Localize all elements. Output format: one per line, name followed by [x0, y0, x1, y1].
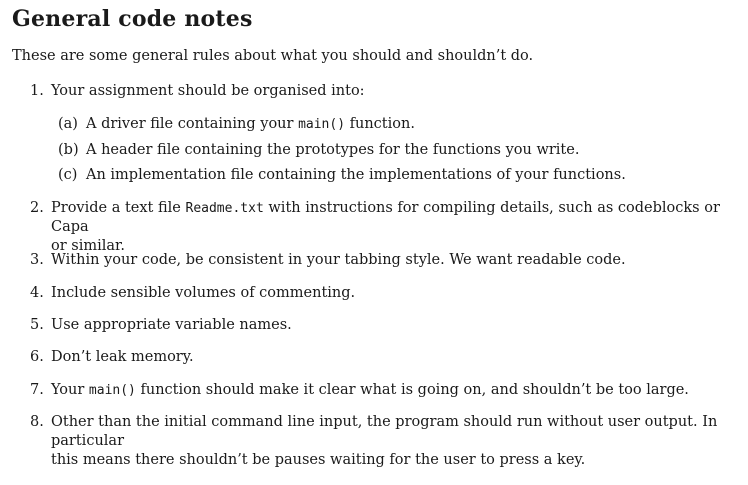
sub-item-number: (c): [58, 167, 78, 183]
item-text: Use appropriate variable names.: [51, 317, 292, 333]
sub-item-text: An implementation file containing the implementations of your functions.: [86, 167, 626, 183]
item-number: 6.: [30, 349, 44, 365]
item-text: Your main() function should make it clear what is going on, and shouldn’t be too large.: [51, 382, 689, 398]
item-text: Within your code, be consistent in your tabbing style. We want readable code.: [51, 252, 626, 268]
item-text: Provide a text file Readme.txt with instructions for compiling details, such as codeblocks or Capa or similar.: [51, 200, 720, 254]
item-number: 8.: [30, 414, 44, 430]
item-text: Other than the initial command line input, the program should run without user output. In particular this means there shouldn’t be pauses waiting for the user to press a key.: [51, 414, 718, 468]
item-number: 3.: [30, 252, 44, 268]
page-title: General code notes: [12, 6, 253, 32]
code-main: main(): [298, 117, 346, 132]
item-number: 2.: [30, 200, 44, 216]
item-number: 4.: [30, 285, 44, 301]
item-number: 7.: [30, 382, 44, 398]
sub-item-text: A header file containing the prototypes for the functions you write.: [86, 142, 580, 158]
sub-item-number: (b): [58, 142, 79, 158]
code-readme: Readme.txt: [185, 201, 264, 216]
item-text: Include sensible volumes of commenting.: [51, 285, 356, 301]
code-main: main(): [88, 383, 136, 398]
sub-item-text: A driver file containing your main() function.: [86, 116, 415, 132]
item-number: 1.: [30, 83, 44, 99]
item-number: 5.: [30, 317, 44, 333]
sub-item-number: (a): [58, 116, 78, 132]
item-text: Your assignment should be organised into:: [51, 83, 365, 99]
item-text: Don’t leak memory.: [51, 349, 194, 365]
intro-paragraph: These are some general rules about what you should and shouldn’t do.: [12, 48, 534, 64]
